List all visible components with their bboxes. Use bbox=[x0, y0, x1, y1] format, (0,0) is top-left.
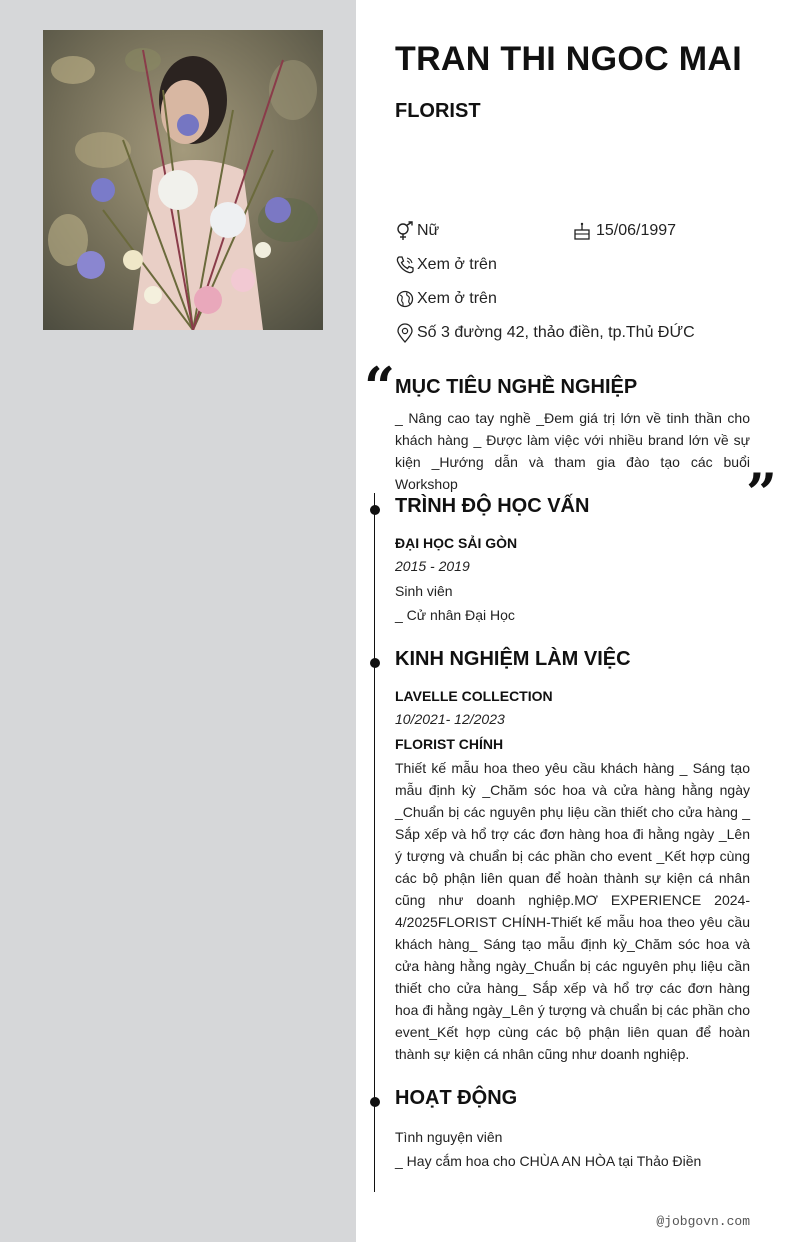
objective-title: MỤC TIÊU NGHỀ NGHIỆP bbox=[395, 376, 638, 398]
experience-company: LAVELLE COLLECTION bbox=[395, 688, 553, 704]
address-value: Số 3 đường 42, thảo điền, tp.Thủ ĐỨC bbox=[417, 324, 695, 341]
candidate-title: FLORIST bbox=[395, 100, 481, 122]
birthday-value: 15/06/1997 bbox=[596, 222, 677, 239]
candidate-name: TRAN THI NGOC MAI bbox=[395, 40, 742, 78]
education-school: ĐẠI HỌC SẢI GÒN bbox=[395, 535, 518, 551]
objective-text: _ Nâng cao tay nghề _Đem giá trị lớn về tinh thần cho khách hàng _ Được làm việc với nhiều brand lớn về sự kiện _Hướng dẫn và tham gia đào tạo các buổi Workshop bbox=[395, 410, 750, 492]
address-row bbox=[395, 323, 695, 343]
phone-row bbox=[395, 255, 497, 275]
timeline-line bbox=[374, 493, 375, 1192]
profile-photo bbox=[43, 30, 323, 330]
gender-icon bbox=[395, 221, 415, 241]
activities-role: Tình nguyện viên bbox=[395, 1129, 503, 1145]
phone-value[interactable]: Xem ở trên bbox=[417, 256, 497, 273]
experience-title: KINH NGHIỆM LÀM VIỆC bbox=[395, 648, 631, 670]
education-timeline-dot bbox=[370, 505, 380, 515]
left-column bbox=[0, 0, 356, 1242]
open-quote-icon: “ bbox=[364, 355, 396, 419]
birthday-row bbox=[572, 221, 676, 241]
website-value[interactable]: Xem ở trên bbox=[417, 290, 497, 307]
watermark: @jobgovn.com bbox=[656, 1214, 750, 1229]
education-degree: _ Cử nhân Đại Học bbox=[395, 607, 515, 623]
experience-timeline-dot bbox=[370, 658, 380, 668]
location-pin-icon bbox=[395, 323, 415, 343]
birthday-cake-icon bbox=[572, 221, 592, 241]
education-title: TRÌNH ĐỘ HỌC VẤN bbox=[395, 495, 590, 517]
website-row bbox=[395, 289, 497, 309]
activities-timeline-dot bbox=[370, 1097, 380, 1107]
experience-description: Thiết kế mẫu hoa theo yêu cầu khách hàng _ Sáng tạo mẫu định kỳ _Chăm sóc hoa và cửa hàng hằng ngày _Chuẩn bị các nguyên phụ liệu cần thiết cho cửa hàng _ Sắp xếp và hổ trợ các đơn hàng hoa đi hằng ngày _Lên ý tượng và chuẩn bị các phần cho event _Kết hợp cùng các bộ phận liên quan để hoàn thành sự kiện cá nhân cũng như doanh nghiệp.MƠ EXPERIENCE 2024-4/2025FLORIST CHÍNH-Thiết kế mẫu hoa theo yêu cầu khách hàng_ Sáng tạo mẫu định kỳ_Chăm sóc hoa và cửa hàng hằng ngày_Chuẩn bị các nguyên phụ liệu cần thiết cho cửa hàng_ Sắp xếp và hổ trợ các đơn hàng hoa đi hằng ngày_Lên ý tượng và chuẩn bị các phần cho event_Kết hợp cùng các bộ phận liên quan để hoàn thành sự kiện cá nhân cũng như doanh nghiệp. bbox=[395, 760, 750, 1062]
globe-icon bbox=[395, 289, 415, 309]
activities-detail: _ Hay cắm hoa cho CHÙA AN HÒA tại Thảo Điền bbox=[395, 1153, 702, 1169]
close-quote-icon: ” bbox=[746, 461, 778, 525]
phone-icon bbox=[395, 255, 415, 275]
experience-period: 10/2021- 12/2023 bbox=[395, 711, 505, 727]
gender-value: Nữ bbox=[417, 222, 440, 239]
activities-title: HOẠT ĐỘNG bbox=[395, 1087, 518, 1109]
experience-position: FLORIST CHÍNH bbox=[395, 736, 504, 752]
gender-row bbox=[395, 221, 439, 241]
education-period: 2015 - 2019 bbox=[395, 558, 470, 574]
education-status: Sinh viên bbox=[395, 583, 453, 599]
right-column bbox=[356, 0, 790, 1242]
